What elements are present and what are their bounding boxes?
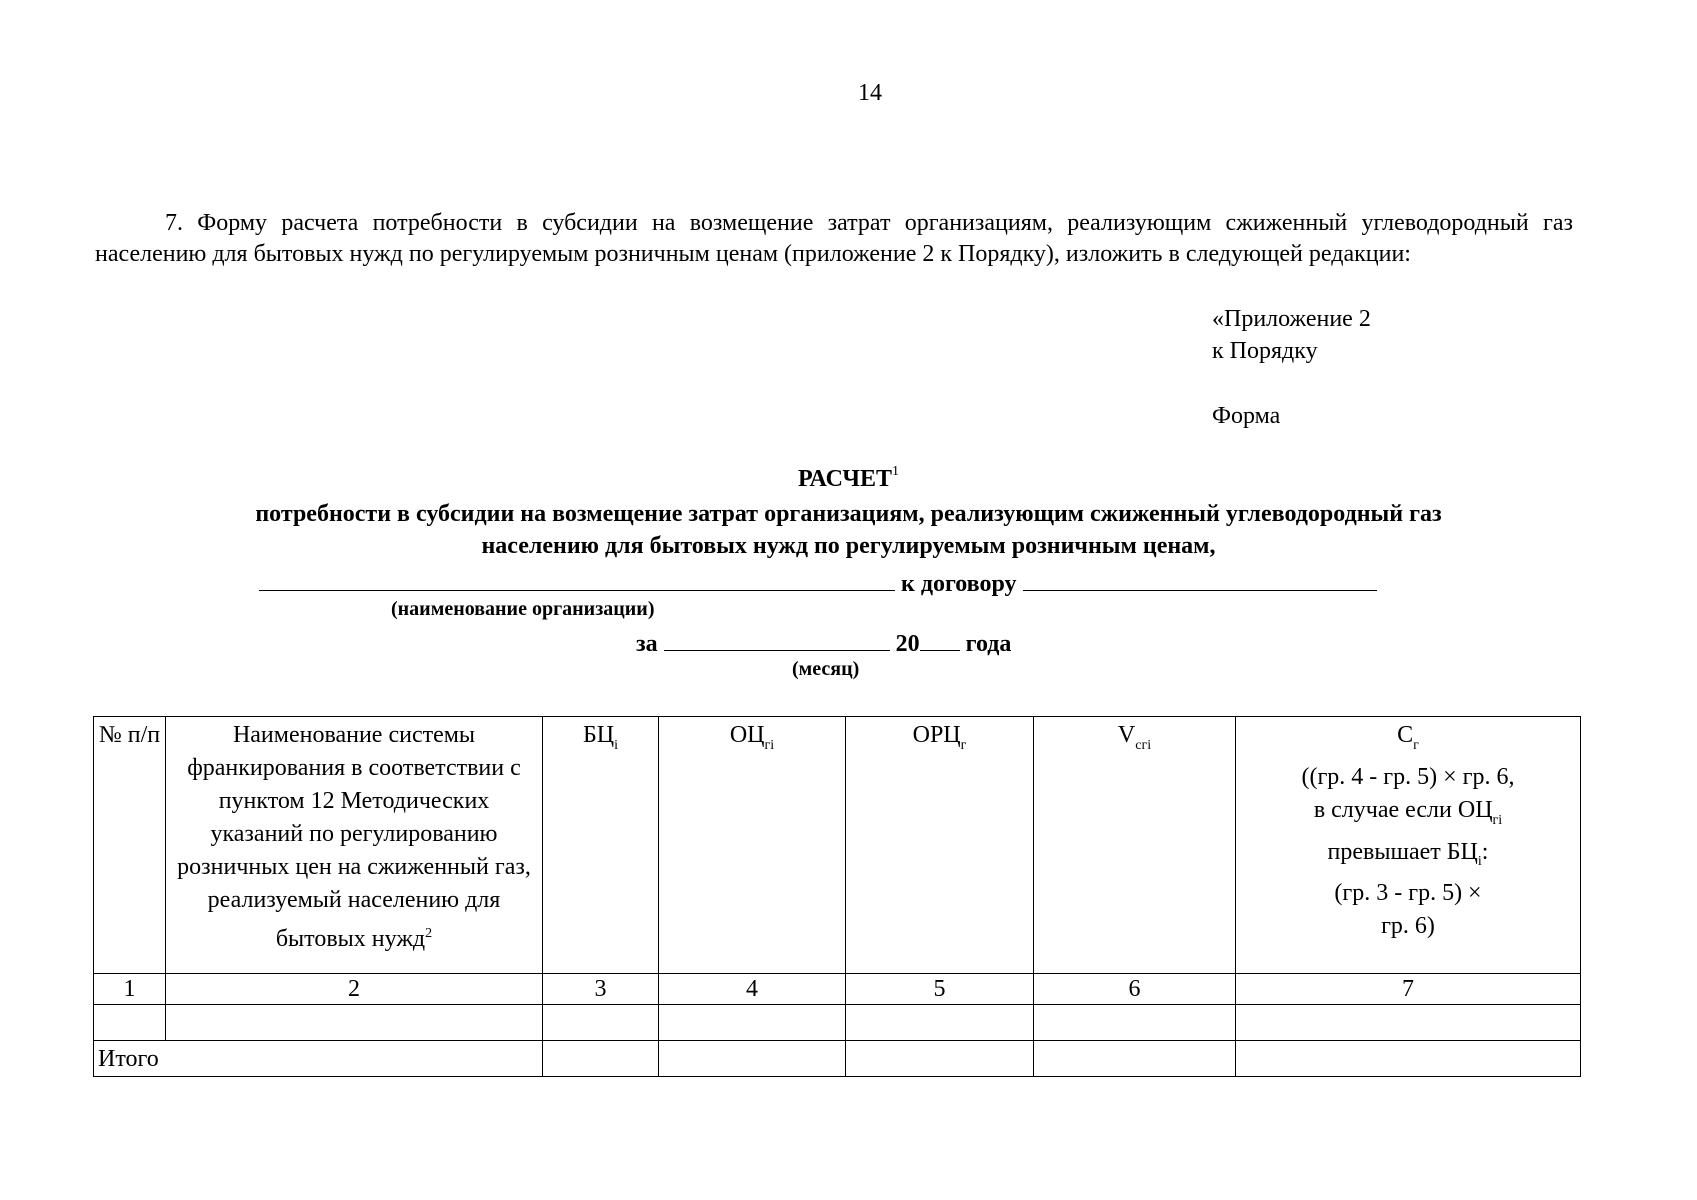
- header-col-5-sub: г: [960, 737, 967, 753]
- header-col-3: [543, 717, 659, 974]
- subtitle-line-1: потребности в субсидии на возмещение затрат организациям, реализующим сжиженный углеводородный газ: [255, 501, 1442, 527]
- total-cell[interactable]: [846, 1041, 1034, 1077]
- total-row: [94, 1041, 1581, 1077]
- header-col-7-title: [1240, 719, 1576, 761]
- contract-blank[interactable]: [1023, 566, 1377, 591]
- data-cell[interactable]: [166, 1005, 543, 1041]
- year-blank[interactable]: [920, 626, 960, 651]
- contract-label: к договору: [901, 571, 1017, 597]
- header-col-7-formula-2: [1240, 794, 1576, 836]
- organization-caption: (наименование организации): [391, 598, 655, 620]
- header-col-6: [1034, 717, 1236, 974]
- calculation-table: [93, 716, 1581, 1077]
- header-col-7-formula-3b: :: [1481, 838, 1489, 865]
- header-col-7-main: С: [1397, 722, 1414, 748]
- total-cell[interactable]: [659, 1041, 846, 1077]
- total-cell[interactable]: [543, 1041, 659, 1077]
- header-col-5: [846, 717, 1034, 974]
- total-label: Итого: [94, 1041, 543, 1077]
- column-number-4: 4: [659, 974, 846, 1005]
- total-cell[interactable]: [1236, 1041, 1581, 1077]
- calculation-table-wrap: [93, 716, 1580, 1077]
- title-footnote-mark: 1: [892, 464, 900, 479]
- intro-paragraph: 7. Форму расчета потребности в субсидии на возмещение затрат организациям, реализующим сжиженный углеводородный газ населению для бытовых нужд по регулируемым розничным ценам (приложение 2 к Порядку), изложить в следующей редакции:: [95, 210, 1573, 267]
- column-number-2: 2: [166, 974, 543, 1005]
- data-cell[interactable]: [659, 1005, 846, 1041]
- header-col-7-formula-3-sub: i: [1477, 854, 1482, 870]
- data-cell[interactable]: [94, 1005, 166, 1041]
- form-label: Форма: [1212, 403, 1281, 429]
- data-cell[interactable]: [543, 1005, 659, 1041]
- total-cell[interactable]: [1034, 1041, 1236, 1077]
- organization-line: [259, 566, 1377, 598]
- appendix-line-2: к Порядку: [1212, 338, 1318, 364]
- header-col-7-formula-3a: превышает БЦ: [1327, 838, 1478, 865]
- header-col-3-sub: i: [614, 737, 618, 753]
- header-col-7-formula-2a: в случае если ОЦ: [1313, 796, 1493, 823]
- title-text: РАСЧЕТ: [797, 466, 893, 492]
- header-col-7-formula-2-sub: гi: [1492, 812, 1503, 828]
- period-suffix: года: [965, 631, 1012, 657]
- header-col-1: № п/п: [94, 717, 166, 974]
- header-col-7-formula-5: гр. 6): [1381, 913, 1435, 940]
- data-cell[interactable]: [846, 1005, 1034, 1041]
- appendix-line-1: «Приложение 2: [1212, 306, 1371, 332]
- header-col-4: [659, 717, 846, 974]
- table-row: [94, 1005, 1581, 1041]
- column-number-1: 1: [94, 974, 166, 1005]
- column-number-6: 6: [1034, 974, 1236, 1005]
- year-prefix: 20: [895, 631, 920, 657]
- table-header-row: [94, 717, 1581, 974]
- header-col-7-formula-4: (гр. 3 - гр. 5) ×: [1334, 880, 1482, 907]
- period-line: [636, 626, 1011, 658]
- data-cell[interactable]: [1236, 1005, 1581, 1041]
- header-col-2-footnote: 2: [425, 926, 433, 941]
- column-number-row: [94, 974, 1581, 1005]
- header-col-7-sub: г: [1413, 737, 1419, 753]
- header-col-5-main: ОРЦ: [912, 722, 961, 748]
- header-col-7-formula-1: ((гр. 4 - гр. 5) × гр. 6,: [1301, 763, 1515, 790]
- month-blank[interactable]: [664, 626, 890, 651]
- header-col-6-sub: сгi: [1135, 737, 1152, 753]
- header-col-2-text: Наименование системы франкирования в соответствии с пунктом 12 Методических указаний по регулированию розничных цен на сжиженный газ, реализуемый населению для бытовых нужд: [177, 722, 531, 952]
- month-caption: (месяц): [792, 658, 860, 680]
- document-title: [0, 466, 1697, 493]
- header-col-4-main: ОЦ: [729, 722, 765, 748]
- subtitle-line-2: населению для бытовых нужд по регулируемым розничным ценам,: [481, 533, 1216, 559]
- column-number-5: 5: [846, 974, 1034, 1005]
- data-cell[interactable]: [1034, 1005, 1236, 1041]
- header-col-6-main: V: [1117, 722, 1136, 748]
- header-col-4-sub: гi: [764, 737, 775, 753]
- column-number-7: 7: [1236, 974, 1581, 1005]
- header-col-3-main: БЦ: [582, 722, 615, 748]
- column-number-3: 3: [543, 974, 659, 1005]
- period-prefix: за: [636, 631, 658, 657]
- page-number: 14: [858, 80, 882, 106]
- organization-blank[interactable]: [259, 566, 895, 591]
- header-col-7-formula-3: [1240, 836, 1576, 878]
- header-col-2: [166, 717, 543, 974]
- header-col-7: [1236, 717, 1581, 974]
